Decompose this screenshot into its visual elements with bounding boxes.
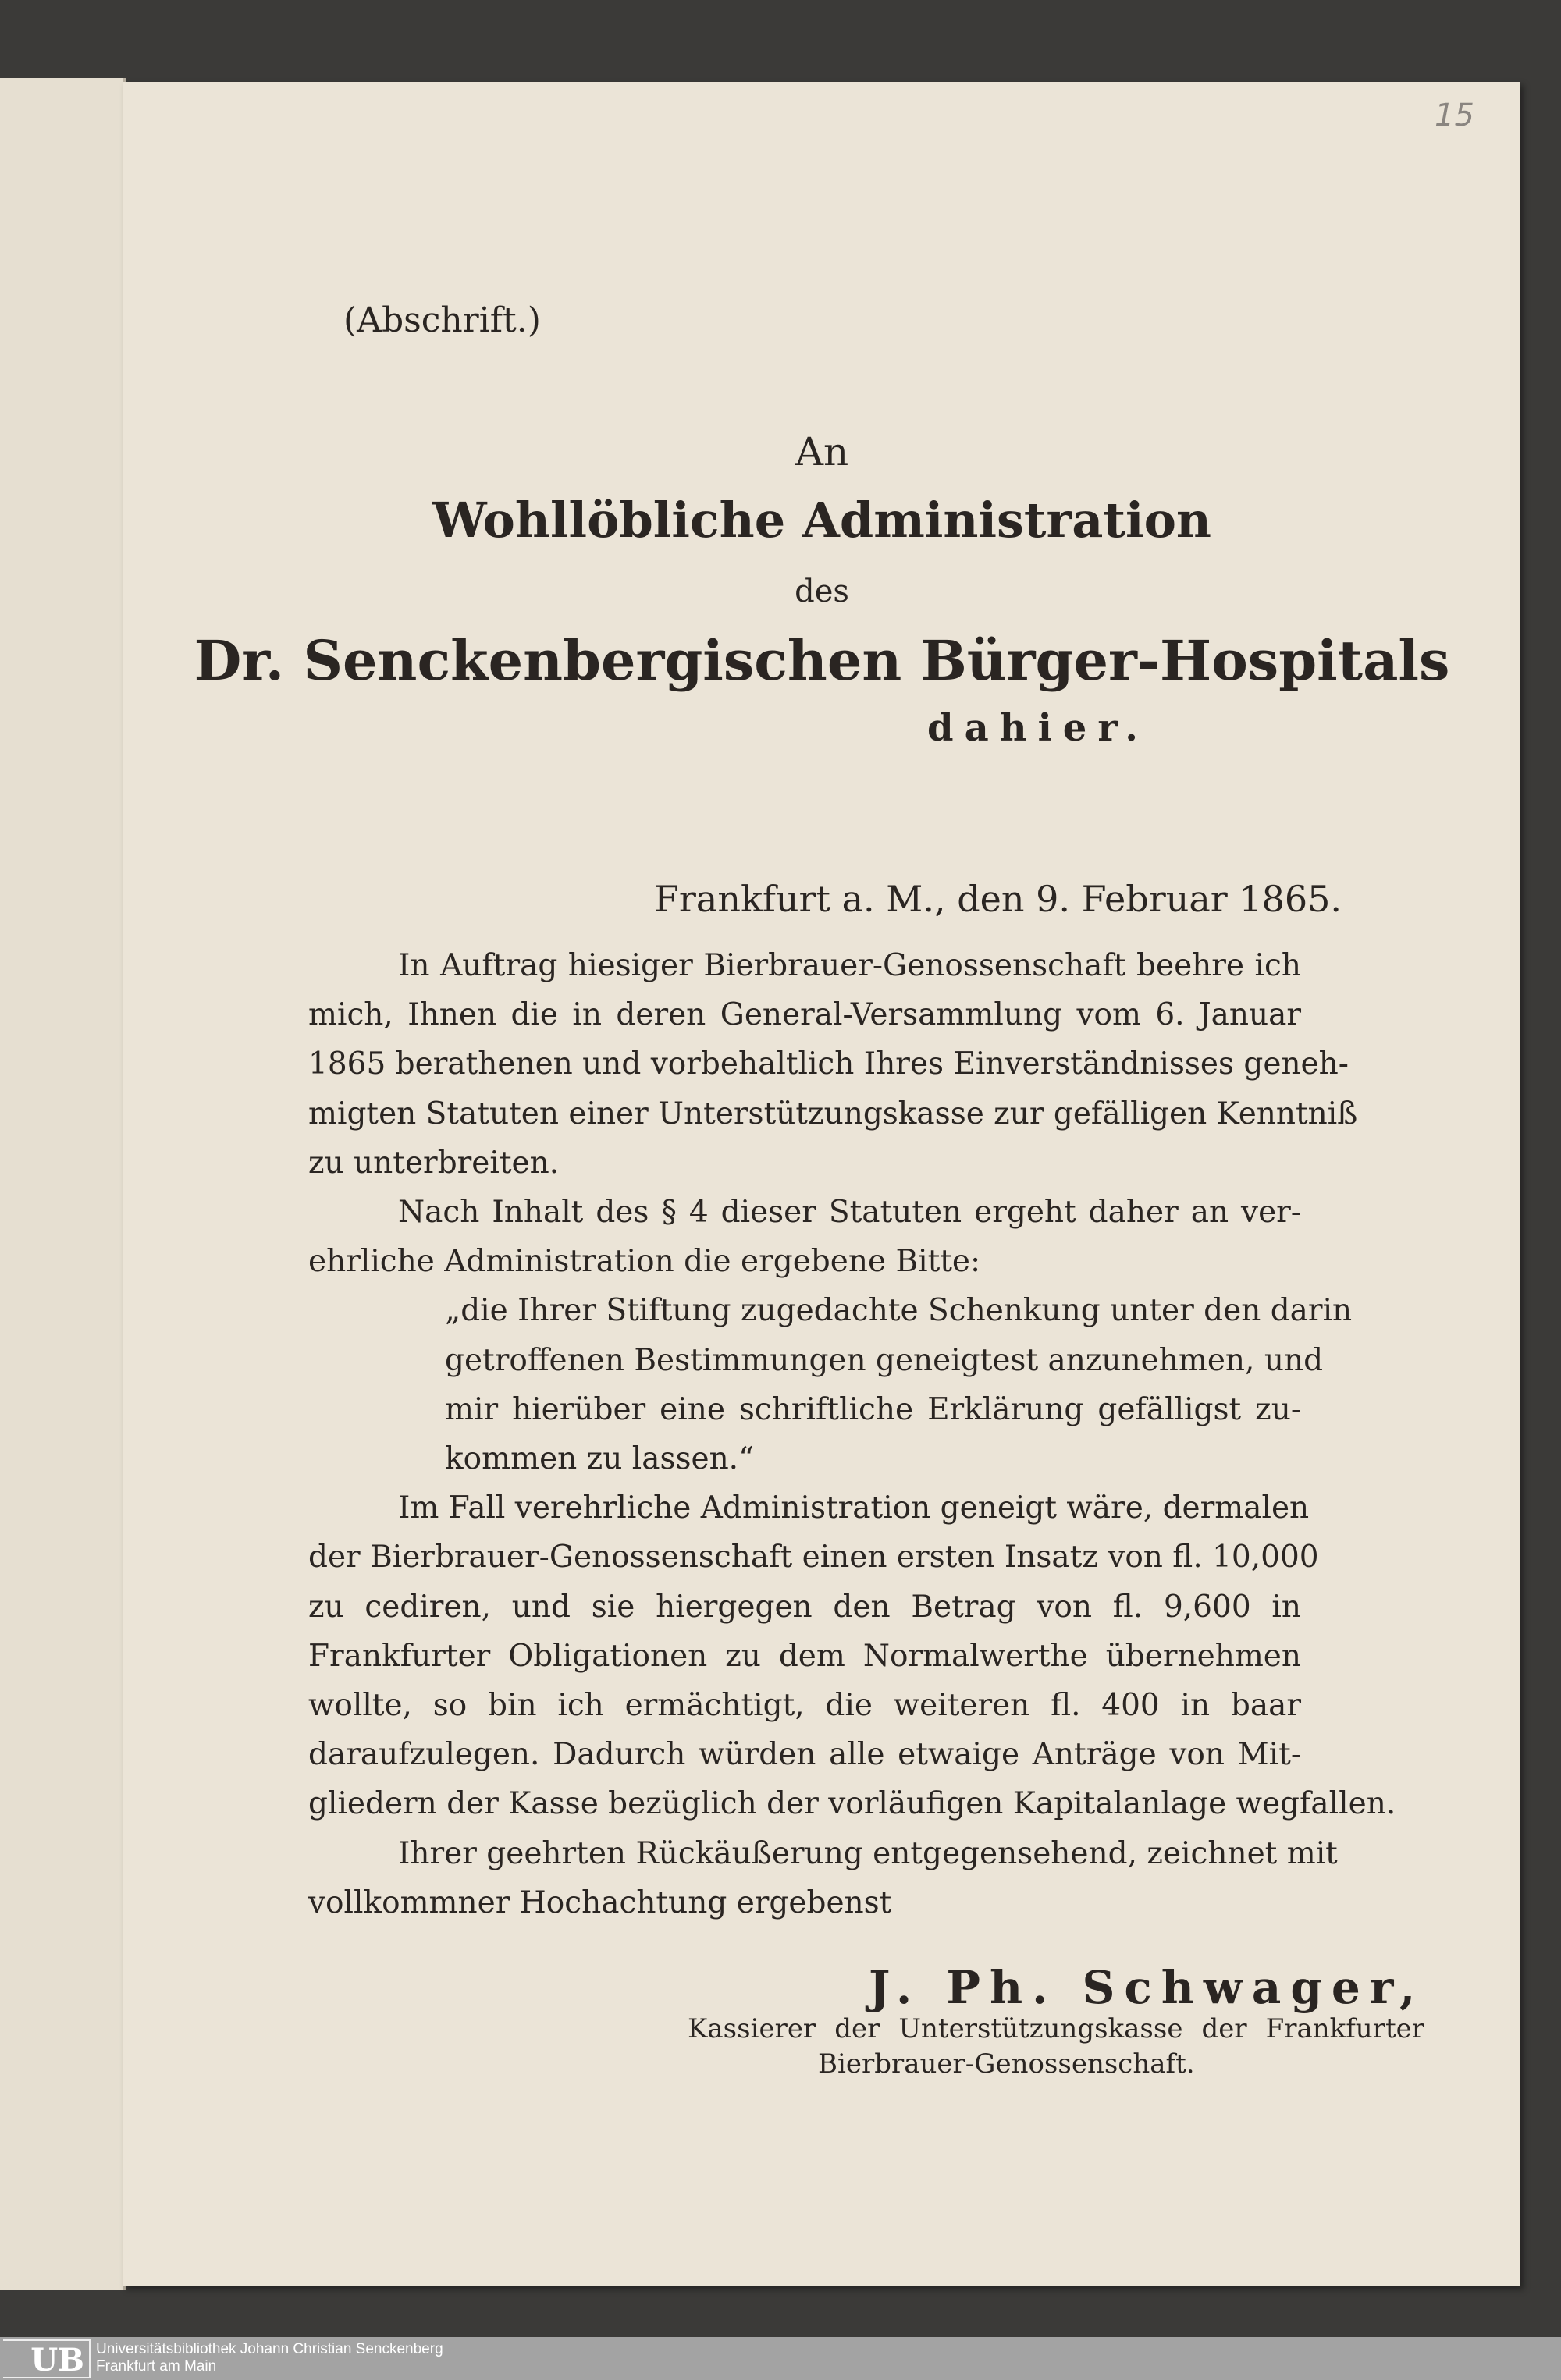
body-line: der Bierbrauer-Genossenschaft einen ersten Insatz von fl. 10,000 [308, 1540, 1319, 1575]
signature-organization: Bierbrauer-Genossenschaft. [818, 2048, 1195, 2080]
body-line: Ihrer geehrten Rückäußerung entgegensehend, zeichnet mit [398, 1835, 1338, 1871]
handwritten-page-number: 15 [1435, 98, 1474, 133]
institution-name: Dr. Senckenbergischen Bürger-Hospitals [194, 628, 1450, 693]
quote-line: getroffenen Bestimmungen geneigtest anzunehmen, und [445, 1342, 1324, 1378]
quote-line: „die Ihrer Stiftung zugedachte Schenkung unter den darin [445, 1293, 1353, 1329]
dateline: Frankfurt a. M., den 9. Februar 1865. [654, 878, 1342, 920]
library-logo: UB [3, 2339, 91, 2378]
library-name [96, 2341, 443, 2375]
facing-page-edge [0, 78, 126, 2290]
body-line: Im Fall verehrliche Administration geneigt wäre, dermalen [398, 1490, 1310, 1526]
salutation-to: An [795, 429, 849, 474]
signature-title: Kassierer der Unterstützungskasse der Frankfurter [688, 2013, 1424, 2044]
body-line: daraufzulegen. Dadurch würden alle etwaige Anträge von Mit- [308, 1737, 1301, 1773]
body-line: zu unterbreiten. [308, 1145, 560, 1181]
body-line: vollkommner Hochachtung ergebenst [308, 1884, 892, 1920]
addressee-of: des [795, 574, 849, 609]
body-line: zu cediren, und sie hiergegen den Betrag von fl. 9,600 in [308, 1589, 1301, 1625]
addressee: Wohllöbliche Administration [432, 492, 1212, 549]
signature-name: J. Ph. Schwager, [869, 1961, 1425, 2014]
body-line: 1865 berathenen und vorbehaltlich Ihres Einverständnisses geneh- [308, 1046, 1349, 1082]
body-line: migten Statuten einer Unterstützungskasse zur gefälligen Kenntniß [308, 1096, 1358, 1131]
institution-place: dahier. [927, 706, 1149, 750]
letter-body [308, 941, 1396, 1927]
quote-line: kommen zu lassen.“ [445, 1441, 755, 1477]
quote-line: mir hierüber eine schriftliche Erklärung gefälligst zu- [445, 1391, 1301, 1427]
body-line: wollte, so bin ich ermächtigt, die weiteren fl. 400 in baar [308, 1688, 1301, 1724]
body-line: ehrliche Administration die ergebene Bitte: [308, 1244, 981, 1280]
body-line: In Auftrag hiesiger Bierbrauer-Genossenschaft beehre ich [398, 948, 1301, 983]
library-footer [0, 2337, 1561, 2380]
library-name-line2: Frankfurt am Main [96, 2358, 217, 2375]
copy-note: (Abschrift.) [343, 300, 541, 340]
body-line: Frankfurter Obligationen zu dem Normalwerthe übernehmen [308, 1638, 1301, 1674]
document-page [123, 82, 1520, 2286]
library-name-line1: Universitätsbibliothek Johann Christian Senckenberg [96, 2341, 443, 2357]
body-line: Nach Inhalt des § 4 dieser Statuten ergeht daher an ver- [398, 1195, 1301, 1231]
body-line: mich, Ihnen die in deren General-Versammlung vom 6. Januar [308, 997, 1301, 1033]
body-line: gliedern der Kasse bezüglich der vorläufigen Kapitalanlage wegfallen. [308, 1786, 1396, 1822]
